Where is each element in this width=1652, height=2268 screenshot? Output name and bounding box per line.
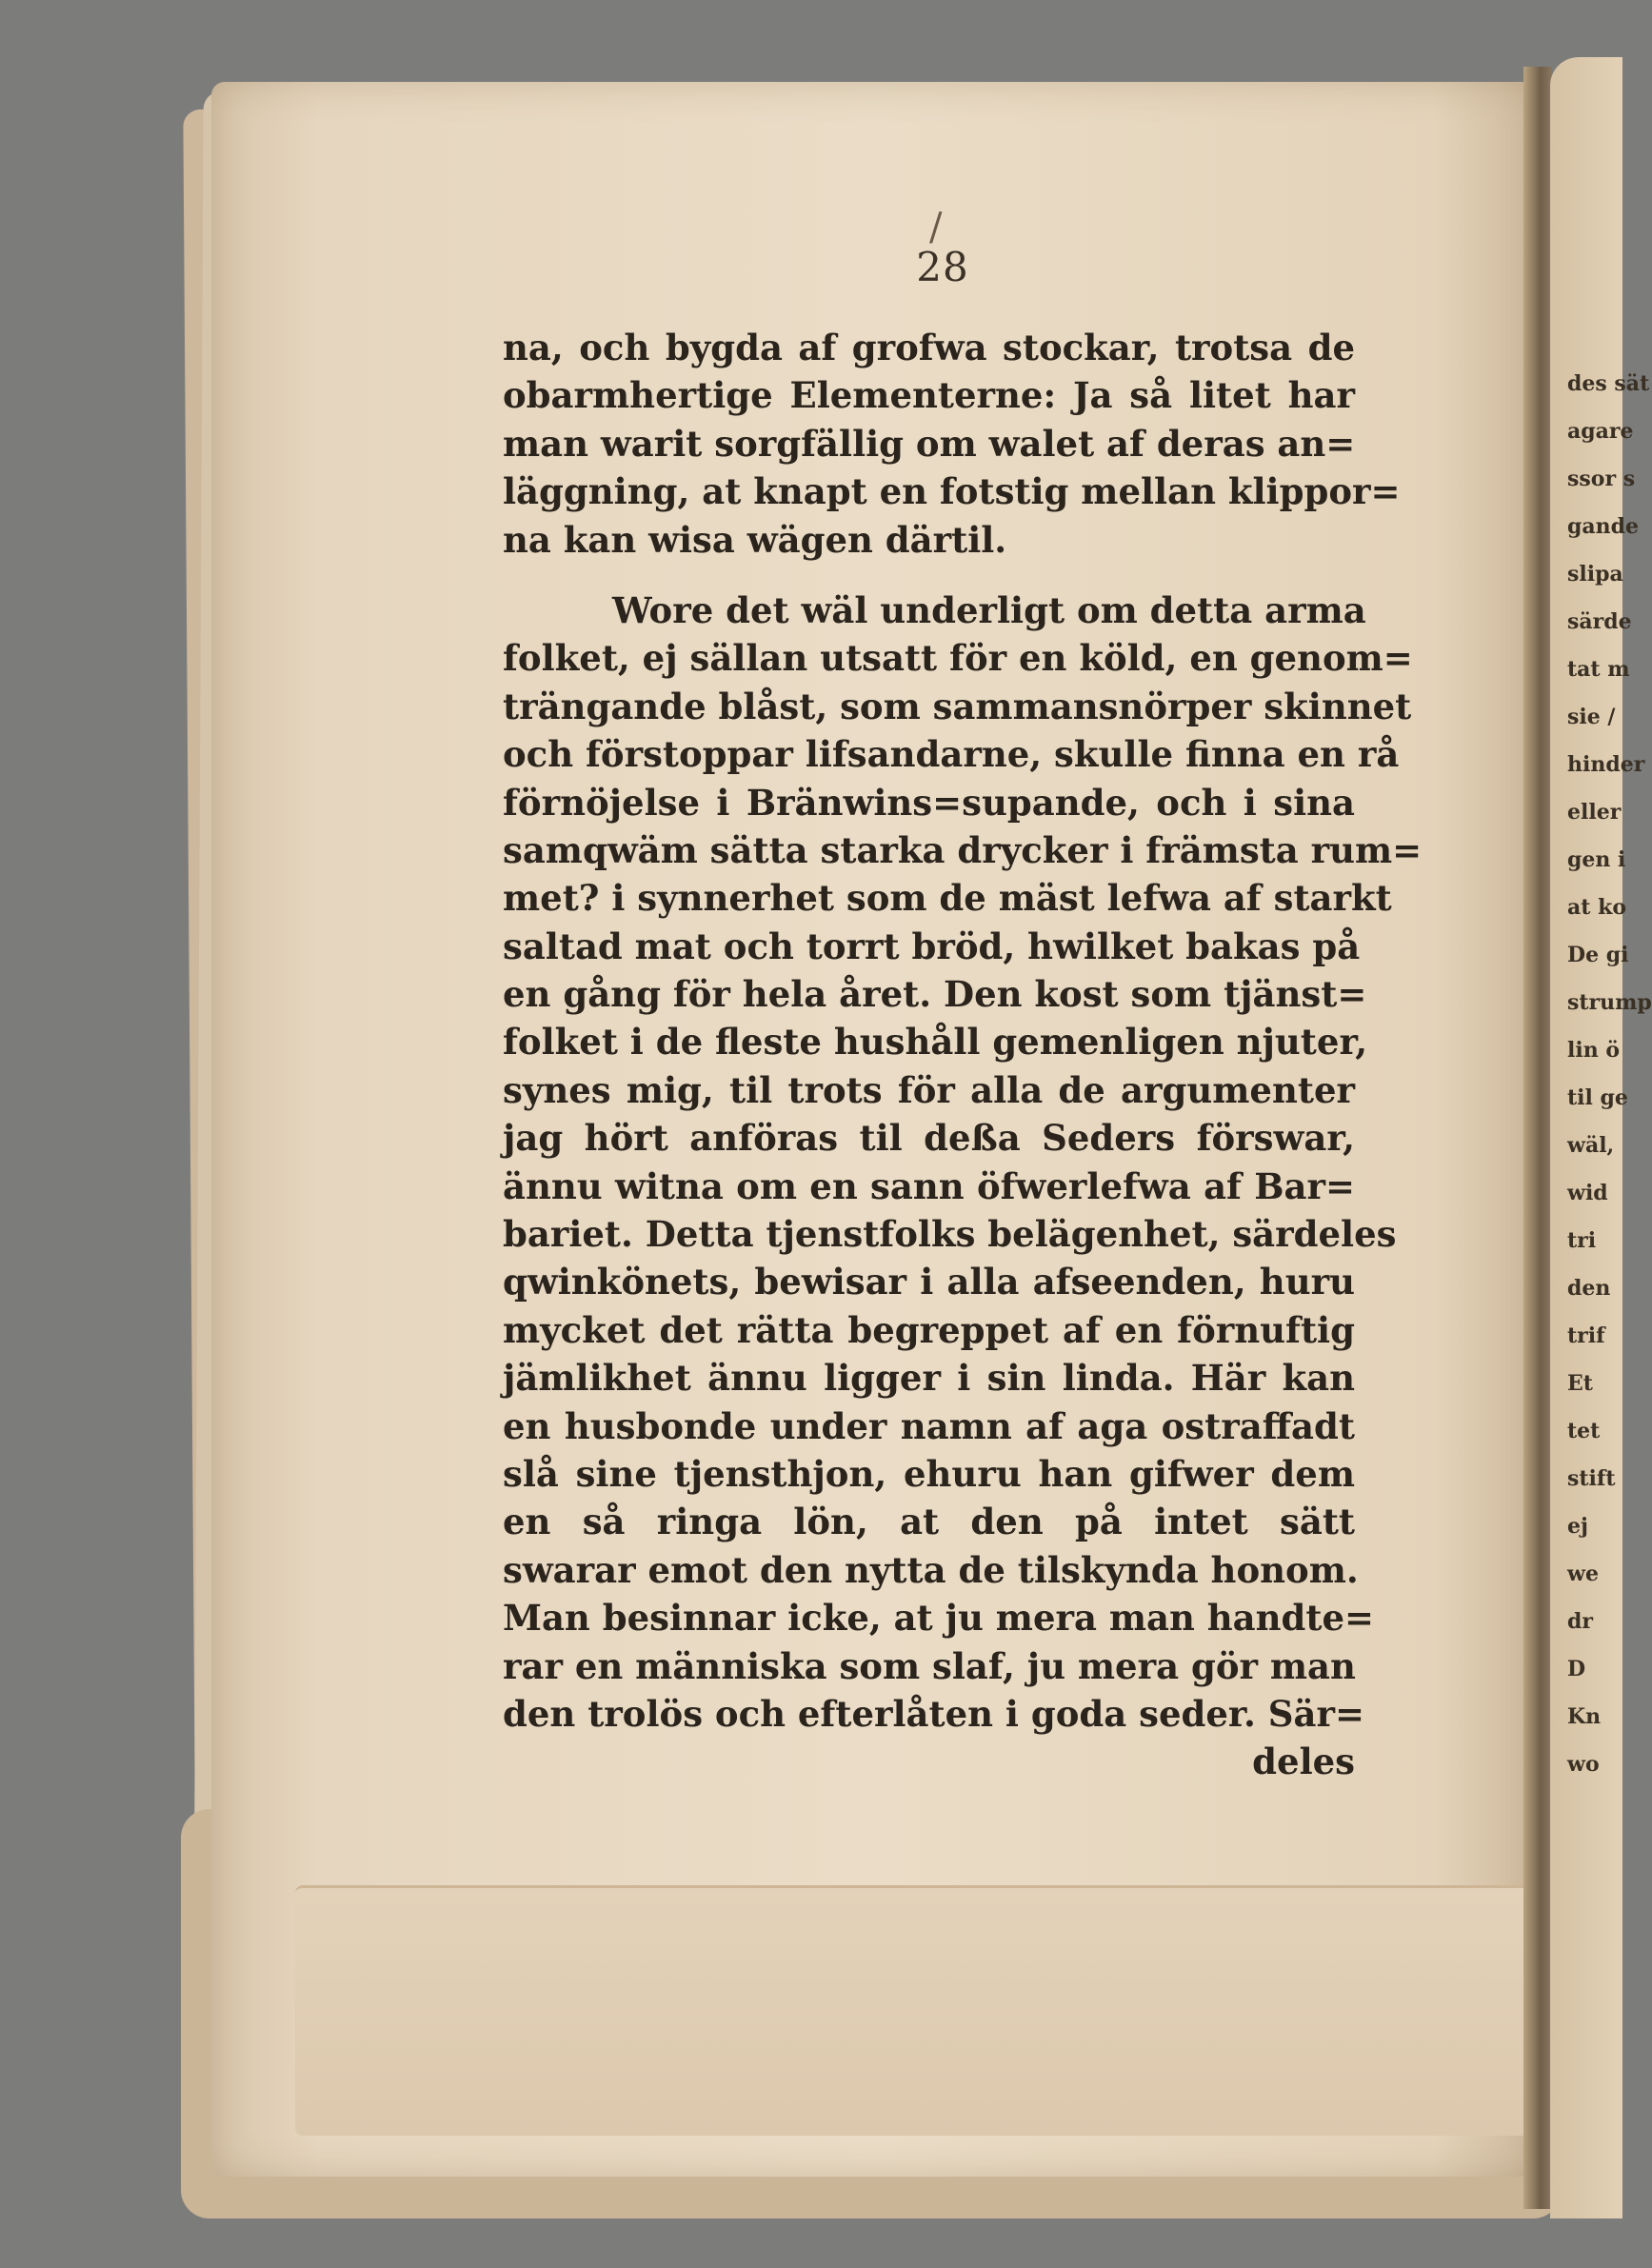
page-text — [503, 324, 1423, 1786]
page-number: 28 — [916, 244, 969, 290]
text-line: en gång för hela året. Den kost som tjänst= — [503, 973, 1367, 1016]
facing-page-text: Kn — [1567, 1704, 1602, 1729]
facing-page-text: wäl, — [1567, 1133, 1615, 1158]
facing-page-text: wo — [1567, 1752, 1600, 1777]
facing-page-text: den — [1567, 1276, 1611, 1301]
pencil-mark: / — [929, 206, 943, 249]
facing-page-text: we — [1567, 1562, 1599, 1586]
facing-page-text: des sät — [1567, 371, 1650, 396]
facing-page-text: D — [1567, 1657, 1586, 1681]
facing-page-text: strump — [1567, 990, 1652, 1015]
text-line: na, och bygda af grofwa stockar, trotsa de — [503, 327, 1355, 368]
text-line: bariet. Detta tjenstfolks belägenhet, särdeles — [503, 1213, 1397, 1256]
facing-page-text: stift — [1567, 1466, 1616, 1491]
text-line: saltad mat och torrt bröd, hwilket bakas på — [503, 925, 1361, 967]
facing-page-text: wid — [1567, 1181, 1608, 1205]
text-line: jämlikhet ännu ligger i sin linda. Här kan — [503, 1357, 1355, 1400]
text-line: na kan wisa wägen därtil. — [503, 518, 1007, 561]
facing-page-text: tat m — [1567, 657, 1630, 682]
text-line: qwinkönets, bewisar i alla afseenden, huru — [503, 1261, 1355, 1303]
text-line: förnöjelse i Bränwins=supande, och i sina — [503, 781, 1355, 824]
catchword: deles — [1252, 1741, 1355, 1783]
facing-page-text: De gi — [1567, 943, 1629, 967]
paragraph-gap — [503, 564, 1355, 587]
text-line: rar en människa som slaf, ju mera gör man — [503, 1644, 1356, 1687]
facing-page-text: särde — [1567, 609, 1632, 634]
text-line: trängande blåst, som sammansnörper skinnet — [503, 685, 1412, 727]
text-line: Man besinnar icke, at ju mera man handte= — [503, 1597, 1375, 1640]
text-line: den trolös och efterlåten i goda seder. Sär= — [503, 1692, 1364, 1735]
book-gutter — [1523, 67, 1552, 2209]
facing-page-text: Et — [1567, 1371, 1593, 1396]
facing-page-text: at ko — [1567, 895, 1626, 920]
facing-page-text: dr — [1567, 1609, 1593, 1634]
facing-page-text: tri — [1567, 1228, 1597, 1253]
facing-page-text: ssor s — [1567, 467, 1636, 491]
facing-page-fragment — [1550, 57, 1652, 2218]
text-line: synes mig, til trots för alla de argumenter — [503, 1068, 1355, 1111]
page-lower-edge — [295, 1885, 1533, 2136]
text-line: met? i synnerhet som de mäst lefwa af starkt — [503, 877, 1392, 920]
facing-page-text: gande — [1567, 514, 1640, 539]
text-line: man warit sorgfällig om walet af deras an= — [503, 422, 1356, 465]
facing-page-text: ej — [1567, 1514, 1588, 1539]
facing-page-text: sie / — [1567, 705, 1616, 729]
text-line: mycket det rätta begreppet af en förnuftig — [503, 1308, 1355, 1351]
facing-page-text: tet — [1567, 1419, 1601, 1443]
text-line: slå sine tjensthjon, ehuru han gifwer dem — [503, 1452, 1355, 1495]
text-line: Wore det wäl underligt om detta arma — [612, 588, 1366, 631]
text-line: och förstoppar lifsandarne, skulle finna en rå — [503, 733, 1400, 776]
text-line: folket i de fleste hushåll gemenligen njuter, — [503, 1021, 1368, 1064]
text-line: en så ringa lön, at den på intet sätt — [503, 1501, 1355, 1543]
facing-page-text: eller — [1567, 800, 1622, 825]
text-line: ännu witna om en sann öfwerlefwa af Bar= — [503, 1164, 1355, 1207]
facing-page-text: slipa — [1567, 562, 1623, 587]
paragraph-2 — [503, 587, 1423, 1738]
facing-page-text: lin ö — [1567, 1038, 1621, 1063]
text-line: obarmhertige Elementerne: Ja så litet har — [503, 374, 1355, 417]
text-line: samqwäm sätta starka drycker i främsta rum= — [503, 828, 1423, 871]
text-line: swarar emot den nytta de tilskynda honom. — [503, 1548, 1359, 1591]
facing-page-text: gen i — [1567, 847, 1626, 872]
facing-page-text: trif — [1567, 1323, 1605, 1348]
facing-page-text: hinder — [1567, 752, 1645, 777]
text-line: läggning, at knapt en fotstig mellan klippor= — [503, 470, 1401, 513]
text-line: folket, ej sällan utsatt för en köld, en genom= — [503, 637, 1413, 680]
text-line: en husbonde under namn af aga ostraffadt — [503, 1404, 1355, 1447]
text-line: jag hört anföras til deßa Seders förswar, — [503, 1117, 1355, 1160]
paragraph-1 — [503, 324, 1401, 564]
facing-page-text: til ge — [1567, 1085, 1628, 1110]
facing-page-text: agare — [1567, 419, 1634, 444]
